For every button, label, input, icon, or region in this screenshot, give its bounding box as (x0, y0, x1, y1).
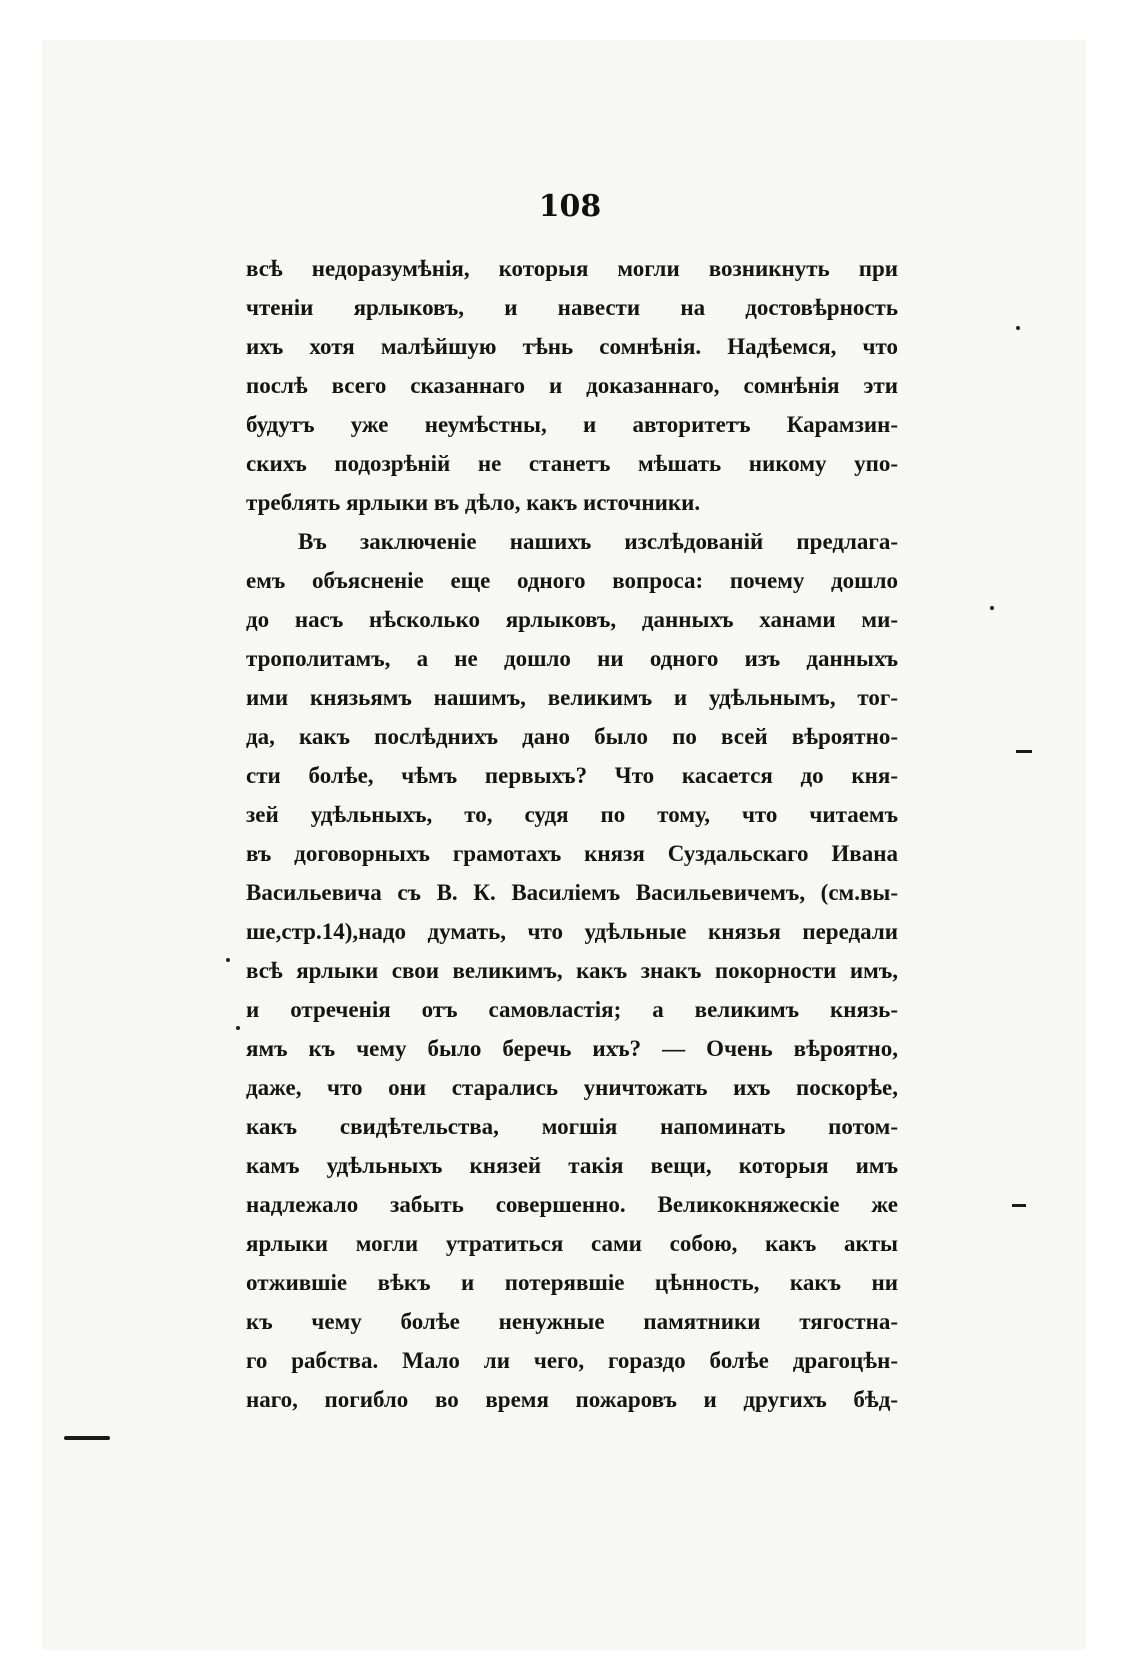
text-line: скихъ подозрѣній не станетъ мѣшать никому упо- (246, 451, 898, 476)
text-line: до насъ нѣсколько ярлыковъ, данныхъ ханами ми- (246, 607, 898, 632)
text-line: ими князьямъ нашимъ, великимъ и удѣльнымъ, тог- (246, 685, 898, 710)
text-line: отжившіе вѣкъ и потерявшіе цѣнность, какъ ни (246, 1270, 898, 1295)
text-line: ярлыки могли утратиться сами собою, какъ акты (246, 1231, 898, 1256)
text-line: ихъ хотя малѣйшую тѣнь сомнѣнія. Надѣемся, что (246, 334, 898, 359)
text-line: къ чему болѣе ненужные памятники тягостна- (246, 1309, 898, 1334)
text-line: Васильевича съ В. К. Василіемъ Васильевичемъ, (см.вы- (246, 880, 898, 905)
scan-speck (990, 606, 994, 610)
text-line: послѣ всего сказаннаго и доказаннаго, сомнѣнія эти (246, 373, 898, 398)
text-line: всѣ недоразумѣнія, которыя могли возникнуть при (246, 256, 898, 281)
text-line: и отреченія отъ самовластія; а великимъ князь- (246, 997, 898, 1022)
scan-mark (64, 1436, 110, 1440)
text-line: надлежало забыть совершенно. Великокняжескіе же (246, 1192, 898, 1217)
text-line: будутъ уже неумѣстны, и авторитетъ Карамзин- (246, 412, 898, 437)
text-line: да, какъ послѣднихъ дано было по всей вѣроятно- (246, 724, 898, 749)
scan-speck (236, 1026, 240, 1030)
text-line: въ договорныхъ грамотахъ князя Суздальскаго Ивана (246, 841, 898, 866)
scan-speck (1016, 326, 1020, 330)
text-line: го рабства. Мало ли чего, гораздо болѣе драгоцѣн- (246, 1348, 898, 1373)
text-line: ямъ къ чему было беречь ихъ? — Очень вѣроятно, (246, 1036, 898, 1061)
page-number: 108 (538, 189, 602, 224)
text-line: какъ свидѣтельства, могшія напоминать потом- (246, 1114, 898, 1139)
scan-mark (1012, 1204, 1026, 1207)
text-line: камъ удѣльныхъ князей такія вещи, которыя имъ (246, 1153, 898, 1178)
text-line: сти болѣе, чѣмъ первыхъ? Что касается до кня- (246, 763, 898, 788)
text-line: треблять ярлыки въ дѣло, какъ источники. (246, 490, 701, 515)
text-line: чтеніи ярлыковъ, и навести на достовѣрность (246, 295, 898, 320)
text-line: емъ объясненіе еще одного вопроса: почему дошло (246, 568, 898, 593)
text-line: всѣ ярлыки свои великимъ, какъ знакъ покорности имъ, (246, 958, 898, 983)
body-text (246, 249, 898, 1419)
scan-mark (1016, 750, 1032, 753)
paragraph-1 (246, 249, 898, 522)
text-line: трополитамъ, а не дошло ни одного изъ данныхъ (246, 646, 898, 671)
text-line: зей удѣльныхъ, то, судя по тому, что читаемъ (246, 802, 898, 827)
text-line: ше,стр.14),надо думать, что удѣльные князья передали (246, 919, 898, 944)
text-line: наго, погибло во время пожаровъ и другихъ бѣд- (246, 1387, 898, 1412)
text-line: даже, что они старались уничтожать ихъ поскорѣе, (246, 1075, 898, 1100)
scan-speck (226, 958, 230, 962)
paragraph-2 (246, 522, 898, 1419)
text-line: Въ заключеніе нашихъ изслѣдованій предлага- (298, 529, 898, 554)
